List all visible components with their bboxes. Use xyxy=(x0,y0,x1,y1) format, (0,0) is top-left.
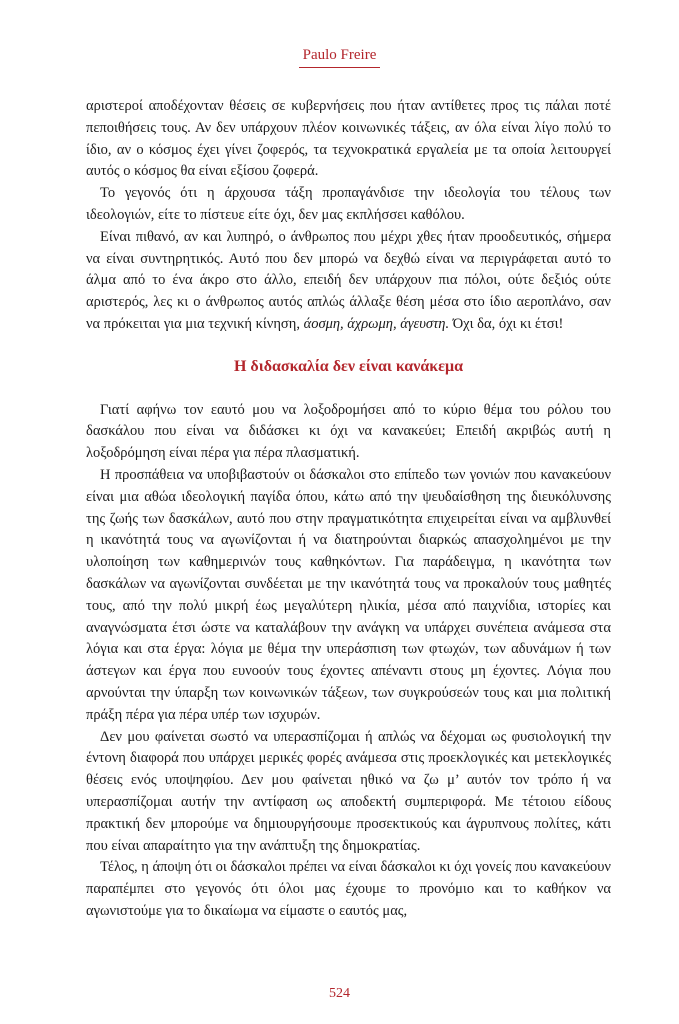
paragraph: Το γεγονός ότι η άρχουσα τάξη προπαγάνδισε την ιδεολογία του τέλους των ιδεολογιών, είτε το πίστευε είτε όχι, δεν μας εκπλήσσει καθόλου. xyxy=(86,185,611,223)
section-heading: Η διδασκαλία δεν είναι κανάκεμα xyxy=(233,357,464,375)
paragraph-text: Είναι πιθανό, αν και λυπηρό, ο άνθρωπος που μέχρι χθες ήταν προοδευτικός, σήμερα να είναι συντηρητικός. Αυτό που δεν μπορώ να δεχθώ είναι να περιγράφεται αυτό το άλμα από το ένα άκρο στο άλλο, επειδή δεν υπάρχουν πια πόλοι, ούτε δεξιός ούτε αριστερός, λες κι ο άνθρωπος αυτός απλώς άλλαξε θέση μέσα στο ίδιο αεροπλάνο, σαν να πρόκειται για μια τεχνική κίνηση, xyxy=(86,228,611,332)
running-head xyxy=(0,46,679,68)
paragraph-text-end: Όχι δα, όχι κι έτσι! xyxy=(449,315,564,332)
page-body xyxy=(86,96,611,923)
paragraph: Τέλος, η άποψη ότι οι δάσκαλοι πρέπει να είναι δάσκαλοι κι όχι γονείς που κανακεύουν παραπέμπει στο γεγονός ότι όλοι μας έχουμε το προνόμιο και το καθήκον να αγωνιστούμε για το δικαίωμα να είμαστε ο εαυτός μας, xyxy=(86,859,611,919)
paragraph xyxy=(86,227,611,336)
paragraph: Η προσπάθεια να υποβιβαστούν οι δάσκαλοι στο επίπεδο των γονιών που κανακεύουν είναι μια αθώα ιδεολογική παγίδα όπου, κάτω από την ψευδαίσθηση της διευκόλυνσης της ζωής των δασκάλων, αυτό που στην πραγματικότητα επιχειρείται είναι να αμβλυνθεί η ικανότητά τους να αγωνίζονται ή να διατηρούνται διαρκώς απασχολημένοι με την υλοποίηση των καθημερινών τους καθηκόντων. Για παράδειγμα, η ικανότητα των δασκάλων να αγωνίζονται συνδέεται με την ικανότητά τους να προκαλούν τους μαθητές τους, από την πολύ μικρή έως μεγαλύτερη ηλικία, μέσα από παιχνίδια, ιστορίες και αναγνώσματα έτσι ώστε να καταλάβουν την ανάγκη να υπάρχει συνέπεια ανάμεσα στα λόγια και στα έργα: λόγια με θέμα την υπεράσπιση των φτωχών, των αδυνάμων ή των άστεγων και έργα που ευνοούν τους έχοντες απέναντι στους μη έχοντες. Λόγια που αρνούνται την ύπαρξη των κοινωνικών τάξεων, των συγκρούσεών τους και μια πολιτική πράξη πέρα για πέρα υπέρ των ισχυρών. xyxy=(86,466,611,723)
paragraph: Δεν μου φαίνεται σωστό να υπερασπίζομαι ή απλώς να δέχομαι ως φυσιολογική την έντονη διαφορά που υπάρχει μερικές φορές ανάμεσα στις προεκλογικές και μετεκλογικές θέσεις ενός υποψηφίου. Δεν μου φαίνεται ηθικό να ζω μ’ αυτόν τον τρόπο ή να υπερασπίζομαι αυτήν την αντίφαση ως αποδεκτή συμπεριφορά. Με τέτοιου είδους πρακτική δεν μπορούμε να δημιουργήσουμε προσεκτικούς και άγρυπνους πολίτες, κάτι που είναι απαραίτητο για την ανάπτυξη της δημοκρατίας. xyxy=(86,728,611,854)
paragraph: Γιατί αφήνω τον εαυτό μου να λοξοδρομήσει από το κύριο θέμα του ρόλου του δασκάλου που είναι να διδάσκει κι όχι να κανακεύει; Επειδή ακριβώς αυτή η λοξοδρόμηση είναι πέρα για πέρα πλασματική. xyxy=(86,401,611,462)
page-number: 524 xyxy=(329,986,350,1001)
paragraph: αριστεροί αποδέχονταν θέσεις σε κυβερνήσεις που ήταν αντίθετες προς τις πάλαι ποτέ πεποιθήσεις τους. Αν δεν υπάρχουν πλέον κοινωνικές τάξεις, αν όλα είναι λίγο πολύ το ίδιο, αν ο κόσμος έχει γίνει ζοφερός, τα τεχνοκρατικά εργαλεία με τα οποία λειτουργεί αυτός ο κόσμος θα είναι εξίσου ζοφερά. xyxy=(86,98,611,180)
italic-phrase: άοσμη, άχρωμη, άγευστη. xyxy=(303,315,450,332)
running-title: Paulo Freire xyxy=(299,47,381,68)
